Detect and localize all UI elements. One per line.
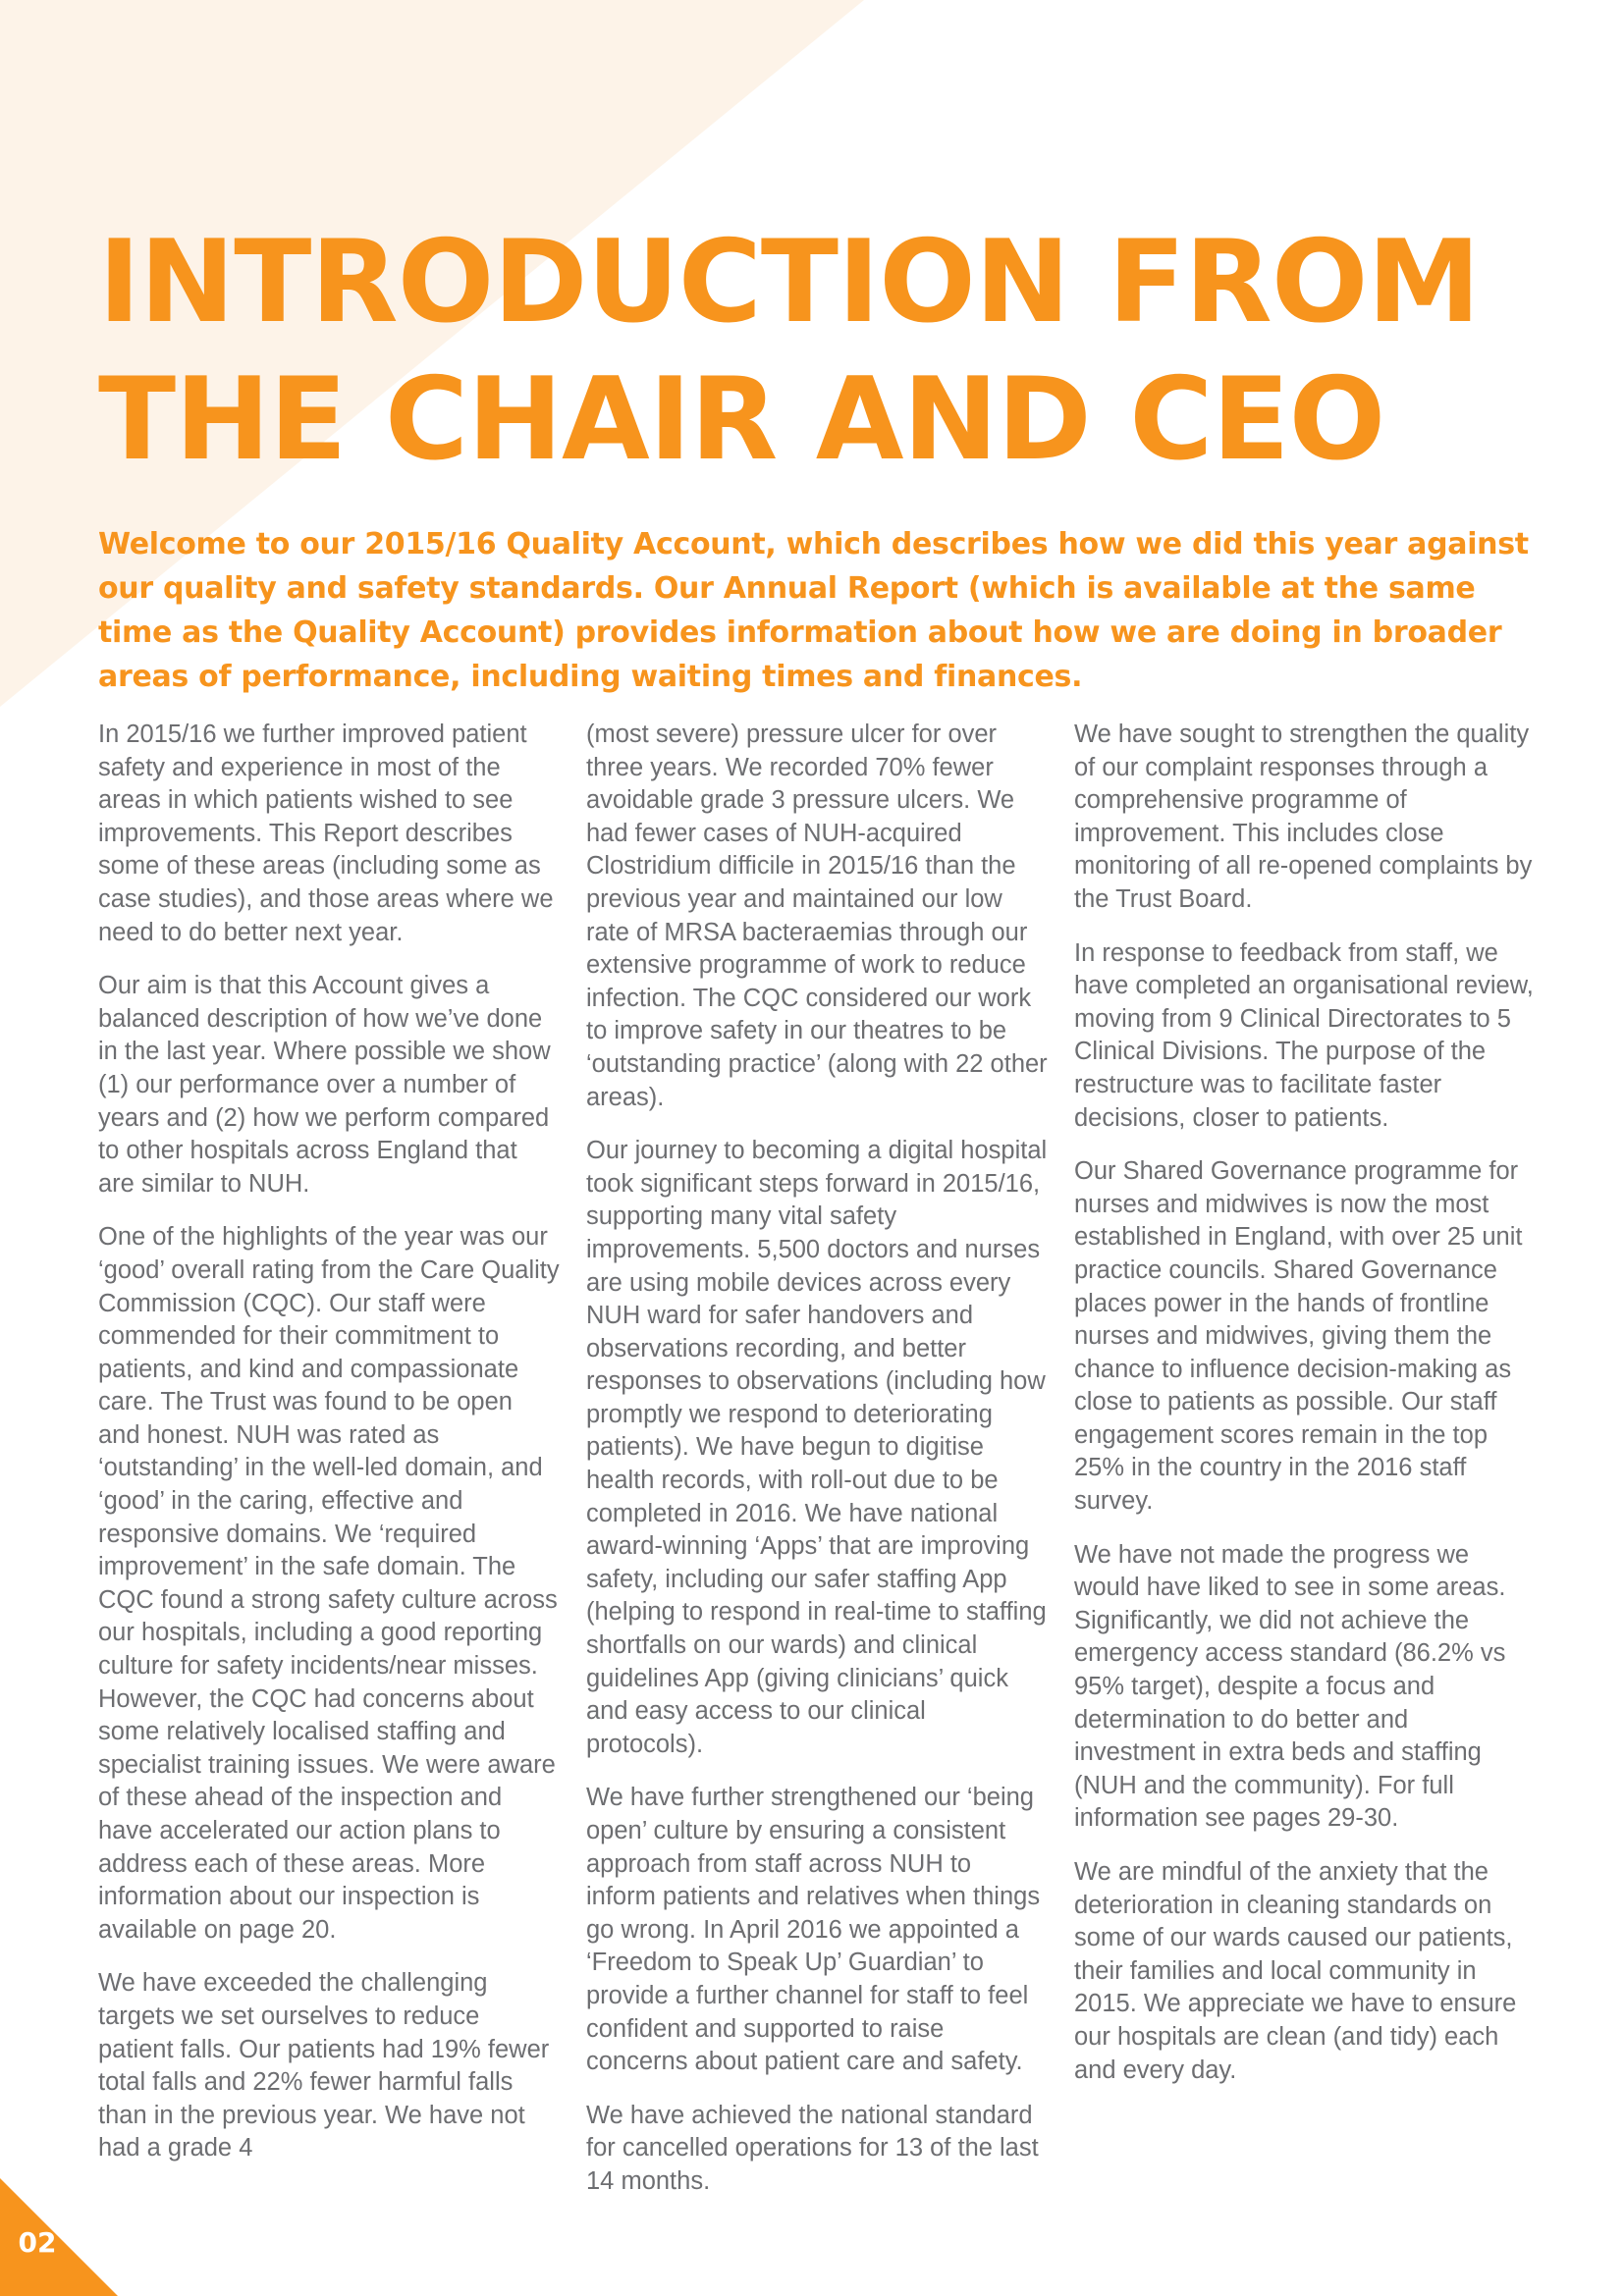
- page-title: [98, 214, 1522, 489]
- text-column-2: [586, 719, 1048, 2219]
- paragraph: In response to feedback from staff, we have completed an organisational review, moving from 9 Clinical Directorates to 5 Clinical Divisions. The purpose of the restructure was to facilitate faster decisions, closer to patients.: [1074, 938, 1534, 1132]
- text-column-3: [1074, 719, 1536, 2108]
- paragraph: (most severe) pressure ulcer for over three years. We recorded 70% fewer avoidable grade 3 pressure ulcers. We had fewer cases of NUH-acquired Clostridium difficile in 2015/16 than the previous year and maintained our low rate of MRSA bacteraemias through our extensive programme of work to reduce infection. The CQC considered our work to improve safety in our theatres to be ‘outstanding practice’ (along with 22 other areas).: [586, 721, 1048, 1111]
- paragraph: We have sought to strengthen the quality of our complaint responses through a comprehensive programme of improvement. This includes close monitoring of all re-opened complaints by the Trust Board.: [1074, 721, 1533, 913]
- paragraph: We have exceeded the challenging targets we set ourselves to reduce patient falls. Our patients had 19% fewer total falls and 22% fewer harmful falls than in the previous year. We have not had a grade 4: [98, 1969, 550, 2163]
- text-column-1: [98, 719, 560, 2186]
- paragraph: Our journey to becoming a digital hospital took significant steps forward in 2015/16, supporting many vital safety improvements. 5,500 doctors and nurses are using mobile devices across every NUH ward for safer handovers and observations recording, and better responses to observations (including how promptly we respond to deteriorating patients). We have begun to digitise health records, with roll-out due to be completed in 2016. We have national award-winning ‘Apps’ that are improving safety, including our safer staffing App (helping to respond in real-time to staffing shortfalls on our wards) and clinical guidelines App (giving clinicians’ quick and easy access to our clinical protocols).: [586, 1137, 1048, 1758]
- paragraph: In 2015/16 we further improved patient safety and experience in most of the areas in which patients wished to see improvements. This Report describes some of these areas (including some as case studies), and those areas where we need to do better next year.: [98, 721, 554, 946]
- page-number: 02: [18, 2226, 57, 2259]
- paragraph: One of the highlights of the year was our ‘good’ overall rating from the Care Quality Commission (CQC). Our staff were commended for their commitment to patients, and kind and compassionate care. The Trust was found to be open and honest. NUH was rated as ‘outstanding’ in the well-led domain, and ‘good’ in the caring, effective and responsive domains. We ‘required improvement’ in the safe domain. The CQC found a strong safety culture across our hospitals, including a good reporting culture for safety incidents/near misses. However, the CQC had concerns about some relatively localised staffing and specialist training issues. We were aware of these ahead of the inspection and have accelerated our action plans to address each of these areas. More information about our inspection is available on page 20.: [98, 1223, 560, 1944]
- paragraph: We are mindful of the anxiety that the deterioration in cleaning standards on some of our wards caused our patients, their families and local community in 2015. We appreciate we have to ensure our hospitals are clean (and tidy) each and every day.: [1074, 1858, 1517, 2084]
- title-line-1: INTRODUCTION FROM: [98, 216, 1480, 348]
- paragraph: We have achieved the national standard for cancelled operations for 13 of the last 14 months.: [586, 2101, 1039, 2195]
- intro-paragraph: Welcome to our 2015/16 Quality Account, which describes how we did this year against our quality and safety standards. Our Annual Report (which is available at the same time as the Quality Account) provides information about how we are doing in broader areas of performance, including waiting times and finances.: [98, 527, 1529, 694]
- paragraph: Our aim is that this Account gives a balanced description of how we’ve done in the last year. Where possible we show (1) our performance over a number of years and (2) how we perform compared to other hospitals across England that are similar to NUH.: [98, 972, 551, 1198]
- title-line-2: THE CHAIR AND CEO: [98, 353, 1385, 486]
- paragraph: We have not made the progress we would have liked to see in some areas. Significantly, we did not achieve the emergency access standard (86.2% vs 95% target), despite a focus and determination to do better and investment in extra beds and staffing (NUH and the community). For full information see pages 29-30.: [1074, 1540, 1506, 1833]
- paragraph: Our Shared Governance programme for nurses and midwives is now the most established in England, with over 25 unit practice councils. Shared Governance places power in the hands of frontline nurses and midwives, giving them the chance to influence decision-making as close to patients as possible. Our staff engagement scores remain in the top 25% in the country in the 2016 staff survey.: [1074, 1157, 1523, 1516]
- paragraph: We have further strengthened our ‘being open’ culture by ensuring a consistent approach from staff across NUH to inform patients and relatives when things go wrong. In April 2016 we appointed a ‘Freedom to Speak Up’ Guardian’ to provide a further channel for staff to feel confident and supported to raise concerns about patient care and safety.: [586, 1784, 1041, 2076]
